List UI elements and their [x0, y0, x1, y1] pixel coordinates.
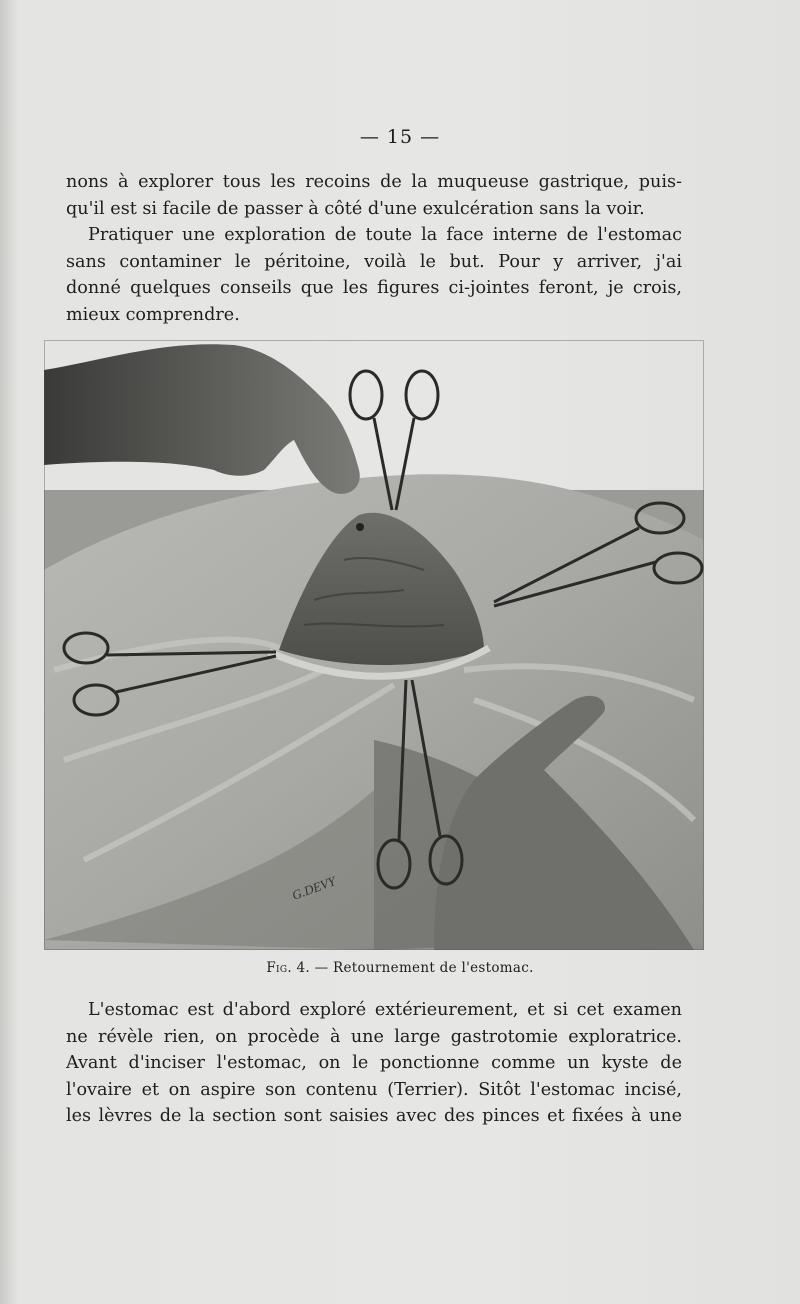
surgical-illustration [44, 340, 704, 950]
figure-label: Fig. 4. [266, 960, 311, 976]
artist-signature: G.DEVY [289, 873, 338, 903]
paragraph-bottom [66, 997, 682, 1130]
text-line: ne révèle rien, on procède à une large gastrotomie exploratrice. [66, 1026, 682, 1047]
text-line: L'estomac est d'abord exploré extérieurement, et si cet examen [88, 1000, 682, 1020]
text-line: nons à explorer tous les recoins de la muqueuse gastrique, puis- [66, 172, 682, 192]
page-number: — 15 — [359, 126, 441, 148]
text-line: Pratiquer une exploration de toute la face interne de l'estomac [88, 225, 682, 246]
text-line: l'ovaire et on aspire son contenu (Terrier). Sitôt l'estomac incisé, [66, 1079, 682, 1100]
figure-caption-text: — Retournement de l'estomac. [314, 960, 534, 976]
text-line: Avant d'inciser l'estomac, on le ponctionne comme un kyste de [66, 1053, 682, 1074]
paragraph-top [66, 169, 682, 329]
text-line: mieux comprendre. [66, 304, 240, 325]
hand-top [44, 344, 360, 494]
figure-caption [0, 960, 800, 976]
text-line: donné quelques conseils que les figures ci-jointes feront, je crois, [66, 278, 682, 299]
text-line: les lèvres de la section sont saisies avec des pinces et fixées à une [66, 1106, 682, 1127]
text-line: sans contaminer le péritoine, voilà le but. Pour y arriver, j'ai [66, 251, 682, 272]
text-line: qu'il est si facile de passer à côté d'une exulcération sans la voir. [66, 198, 645, 219]
